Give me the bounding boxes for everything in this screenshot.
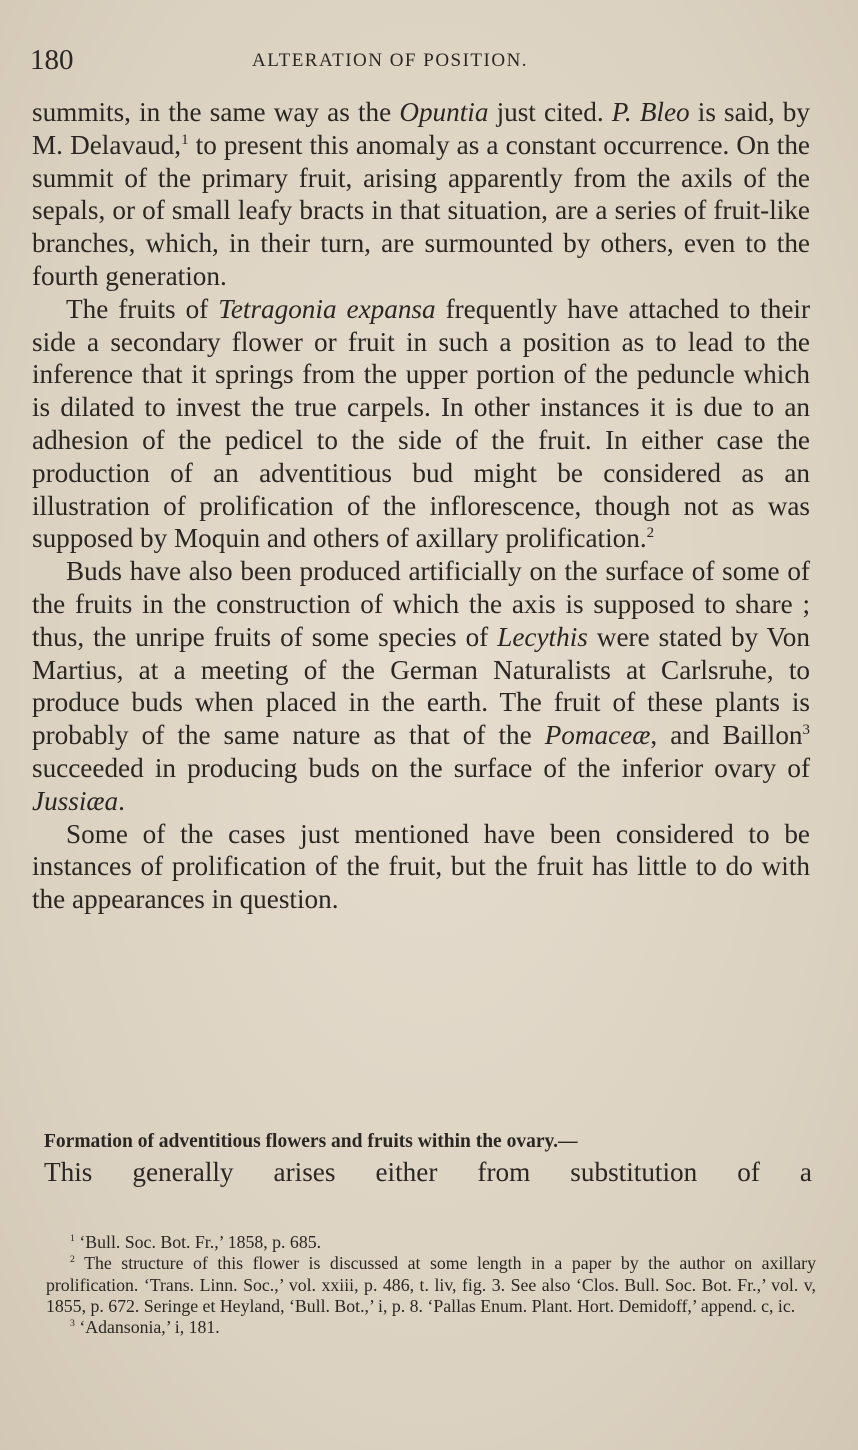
footnote-ref-3: 3 [802, 722, 810, 739]
footnote-2: $^2$ The structure of this flower is discussed at some length in a paper by the author on axillary prolification. ‘Trans. Linn. Soc.,’ vol. xxiii, p. 486, t. liv, fig. 3. See also ‘Clos. Bull. Soc. Bot. Fr.,’ vol. v, 1855, p. 672. Seringe et Heyland, ‘Bull. Bot.,’ i, p. 8. ‘Pallas Enum. Plant. Hort. Demidoff,’ append. c, ic. [46, 1253, 816, 1316]
section-start [44, 1128, 812, 1188]
footnote-3: $^3$ ‘Adansonia,’ i, 181. [70, 1317, 220, 1338]
page-number: 180 [30, 44, 74, 76]
running-head: ALTERATION OF POSITION. [252, 50, 529, 71]
footnote-1: $^1$ ‘Bull. Soc. Bot. Fr.,’ 1858, p. 685. [70, 1232, 322, 1252]
section-heading: Formation of adventitious flowers and fruits within the ovary.— [44, 1131, 578, 1152]
section-first-line: This generally arises either from substitution of a [44, 1157, 812, 1187]
body-text [32, 96, 810, 916]
page-header [30, 44, 828, 80]
paragraph-2: The fruits of Tetragonia expansa frequently have attached to their side a secondary flower or fruit in such a position as to lead to the inference that it springs from the upper portion of the peduncle which is dilated to invest the true carpels. In other instances it is due to an adhesion of the pedicel to the side of the fruit. In either case the production of an adventitious bud might be considered as an illustration of prolification of the inflorescence, though not as was supposed by Moquin and others of axillary prolification.$^2$ [32, 293, 811, 554]
paragraph-4: Some of the cases just mentioned have been considered to be instances of prolification of the fruit, but the fruit has little to do with the appearances in question. [32, 818, 810, 915]
footnote-ref-2: 2 [646, 525, 655, 542]
paragraph-3: Buds have also been produced artificially on the surface of some of the fruits in the construction of which the axis is supposed to share ; thus, the unripe fruits of some species of Lecythis were stated by Von Martius, at a meeting of the German Naturalists at Carlsruhe, to produce buds when placed in the earth. The fruit of these plants is probably of the same nature as that of the Pomaceæ, and Baillon$^3$ succeeded in producing buds on the surface of the inferior ovary of Jussiæa. [32, 556, 810, 816]
paragraph-1: summits, in the same way as the Opuntia just cited. P. Bleo is said, by M. Delavaud,$^1$ to present this anomaly as a constant occurrence. On the summit of the primary fruit, arising apparently from the axils of the sepals, or of small leafy bracts in that situation, are a series of fruit-like branches, which, in their turn, are surmounted by others, even to the fourth generation. [32, 97, 810, 291]
footnotes [46, 1232, 816, 1338]
footnote-ref-1: 1 [181, 131, 189, 148]
